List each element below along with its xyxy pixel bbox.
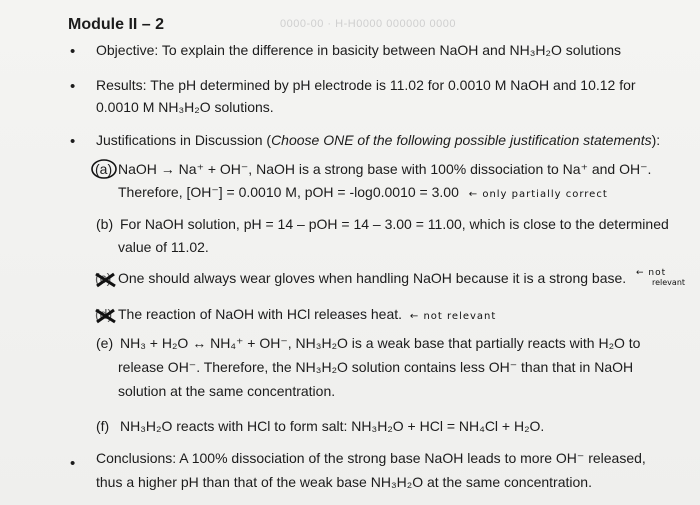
item-a-label: (a)	[92, 159, 112, 179]
bullet-conclusions: •	[70, 455, 76, 472]
item-a-line-1: NaOH → Na⁺ + OH⁻, NaOH is a strong base with 100% dissociation to Na⁺ and OH⁻.	[118, 161, 652, 177]
handwritten-note-c: ← not	[636, 268, 667, 278]
bullet-justifications: •	[70, 133, 76, 150]
item-d-line-1: The reaction of NaOH with HCl releases heat. ← not relevant	[118, 306, 497, 322]
results-line-2: 0.0010 M NH₃H₂O solutions.	[96, 99, 274, 115]
item-b-label: (b)	[96, 216, 114, 232]
item-b-line-2: value of 11.02.	[118, 239, 209, 255]
justifications-intro: Justifications in Discussion (Choose ONE of the following possible justification statements):	[96, 132, 661, 148]
item-c-line-1: One should always wear gloves when handling NaOH because it is a strong base.	[118, 270, 627, 286]
cross-out-mark-icon	[95, 272, 117, 288]
item-f-label: (f)	[96, 418, 110, 434]
item-e-label: (e)	[96, 335, 114, 351]
bullet-results: •	[70, 78, 76, 95]
item-e-line-3: solution at the same concentration.	[118, 383, 336, 399]
handwritten-note-d: ← not relevant	[409, 311, 497, 322]
page-title: Module II – 2	[68, 16, 165, 33]
item-d-label: (d)	[95, 308, 115, 322]
cross-out-mark-icon	[95, 308, 117, 324]
item-e-line-2: release OH⁻. Therefore, the NH₃H₂O solution contains less OH⁻ than that in NaOH	[118, 359, 634, 375]
item-e-line-1: NH₃ + H₂O ↔ NH₄⁺ + OH⁻, NH₃H₂O is a weak base that partially reacts with H₂O to	[120, 335, 641, 351]
item-a-line-2: Therefore, [OH⁻] = 0.0010 M, pOH = -log0.0010 = 3.00 ← only partially correct	[118, 184, 608, 200]
bullet-objective: •	[70, 43, 76, 60]
handwritten-note-a: ← only partially correct	[468, 189, 608, 200]
handwritten-note-c-2: relevant	[652, 278, 686, 287]
conclusions-line-2: thus a higher pH than that of the weak base NH₃H₂O at the same concentration.	[96, 474, 592, 490]
results-line-1: Results: The pH determined by pH electrode is 11.02 for 0.0010 M NaOH and 10.12 for	[96, 77, 636, 93]
item-f-line-1: NH₃H₂O reacts with HCl to form salt: NH₃H₂O + HCl = NH₄Cl + H₂O.	[120, 418, 545, 434]
item-c-label: (c)	[95, 272, 115, 286]
faded-watermark: 0000-00 · H-H0000 000000 0000	[280, 18, 456, 30]
item-b-line-1: For NaOH solution, pH = 14 – pOH = 14 – 3.00 = 11.00, which is close to the determined	[120, 216, 669, 232]
conclusions-line-1: Conclusions: A 100% dissociation of the strong base NaOH leads to more OH⁻ released,	[96, 450, 646, 466]
objective-text: Objective: To explain the difference in basicity between NaOH and NH₃H₂O solutions	[96, 42, 621, 58]
